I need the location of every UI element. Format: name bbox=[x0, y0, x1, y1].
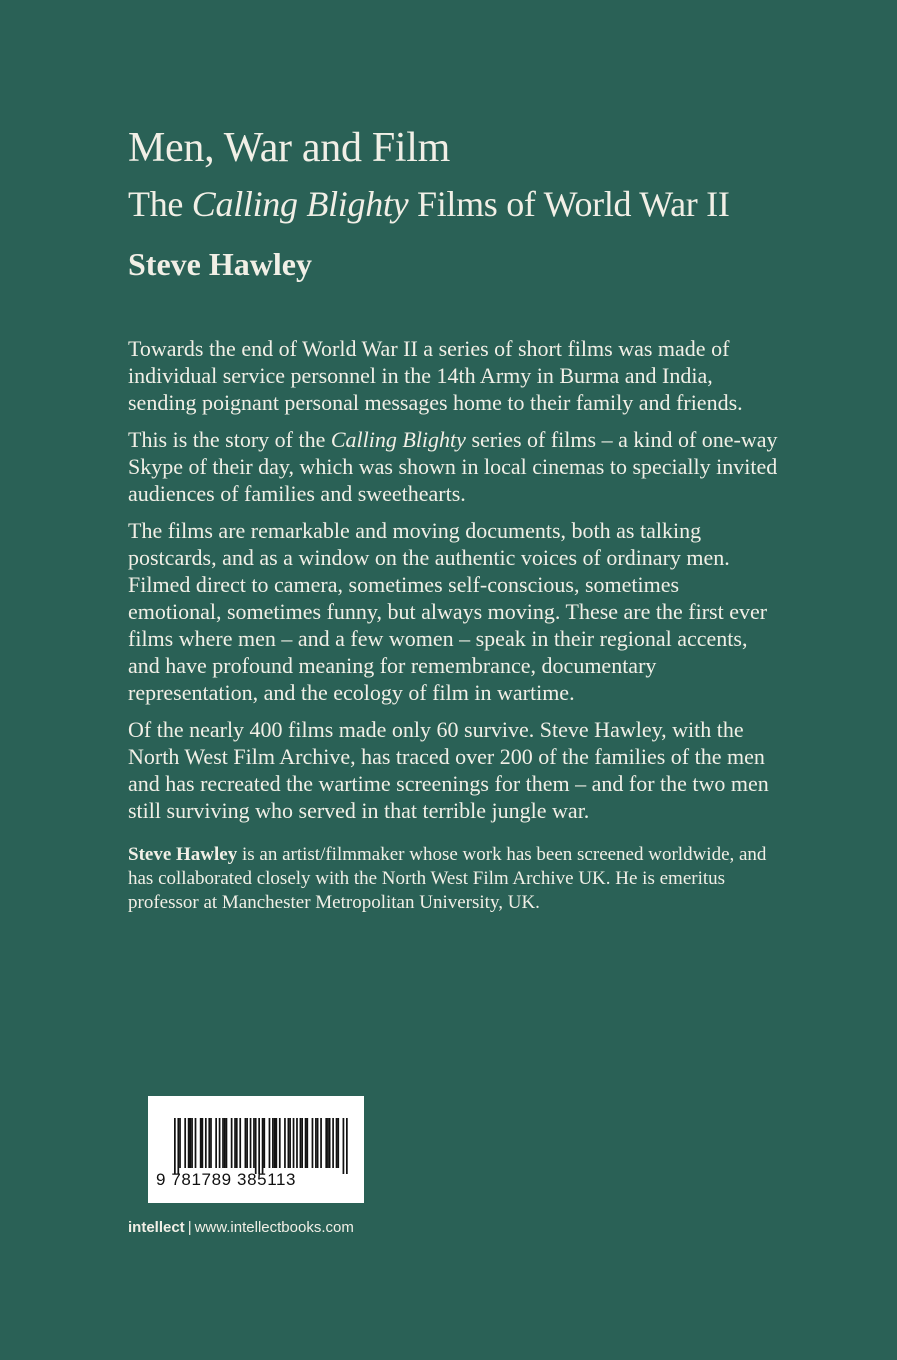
barcode-bar bbox=[184, 1118, 186, 1168]
barcode-bar bbox=[332, 1118, 334, 1168]
barcode-bar bbox=[343, 1118, 345, 1174]
barcode-bar bbox=[219, 1118, 221, 1168]
title-block bbox=[128, 122, 778, 284]
barcode-bar bbox=[315, 1118, 317, 1168]
barcode-bar bbox=[205, 1118, 207, 1168]
p2-prefix: This is the story of the bbox=[128, 427, 331, 452]
barcode-bar bbox=[289, 1118, 291, 1168]
barcode-bar bbox=[336, 1118, 338, 1168]
barcode-bar bbox=[246, 1118, 248, 1168]
publisher-imprint bbox=[128, 1219, 354, 1236]
barcode-bar bbox=[236, 1118, 238, 1168]
author-bio bbox=[128, 843, 778, 915]
barcode-bar bbox=[306, 1118, 308, 1168]
barcode-bar bbox=[200, 1118, 202, 1168]
barcode-bar bbox=[202, 1118, 204, 1168]
blurb-text bbox=[128, 335, 778, 925]
barcode-bar bbox=[215, 1118, 217, 1168]
barcode-bar bbox=[222, 1118, 224, 1168]
barcode-bar bbox=[317, 1118, 319, 1168]
barcode-bar bbox=[226, 1118, 228, 1168]
barcode-bar bbox=[269, 1118, 271, 1168]
barcode-bar bbox=[279, 1118, 281, 1168]
barcode-bar bbox=[320, 1118, 322, 1168]
barcode-bar bbox=[195, 1118, 197, 1168]
barcode-digits: 9 781789 385113 bbox=[156, 1170, 297, 1189]
barcode-bar bbox=[300, 1118, 302, 1168]
barcode-bar bbox=[327, 1118, 329, 1168]
barcode-bar bbox=[174, 1118, 176, 1174]
barcode-bar bbox=[262, 1118, 264, 1174]
blurb-paragraph-1: Towards the end of World War II a series of short films was made of individual service personnel in the 14th Army in Burma and India, sending poignant personal messages home to their family and friends. bbox=[128, 336, 743, 415]
p2-suffix: series of films – a kind of one-way Skype of their day, which was shown in local cinemas to specially invited audiences of families and sweethearts. bbox=[128, 427, 778, 506]
blurb-paragraph-3: The films are remarkable and moving documents, both as talking postcards, and as a window on the authentic voices of ordinary men. Filmed direct to camera, sometimes self-conscious, sometimes emotional, sometimes funny, but always moving. These are the first ever films where men – and a few women – speak in their regional accents, and have profound meaning for remembrance, documentary representation, and the ecology of film in wartime. bbox=[128, 518, 768, 705]
imprint-separator: | bbox=[187, 1219, 192, 1236]
barcode-bar bbox=[210, 1118, 212, 1168]
barcode-bar bbox=[284, 1118, 286, 1168]
book-title: Men, War and Film bbox=[128, 125, 451, 171]
barcode-bar bbox=[296, 1118, 298, 1168]
isbn-barcode bbox=[148, 1096, 364, 1203]
barcode-bar bbox=[253, 1118, 255, 1168]
book-author: Steve Hawley bbox=[128, 246, 312, 282]
barcode-bar bbox=[224, 1118, 226, 1168]
barcode-bar bbox=[245, 1118, 247, 1168]
barcode-bar bbox=[189, 1118, 191, 1168]
barcode-bar bbox=[337, 1118, 339, 1168]
book-subtitle bbox=[128, 182, 778, 226]
p2-italic: Calling Blighty bbox=[330, 427, 466, 452]
barcode-bar bbox=[274, 1118, 276, 1168]
barcode-bar bbox=[188, 1118, 190, 1168]
barcode-bar bbox=[346, 1118, 348, 1174]
barcode-bar bbox=[325, 1118, 327, 1168]
publisher-brand: intellect bbox=[128, 1219, 185, 1236]
subtitle-suffix: Films of World War II bbox=[408, 184, 730, 224]
subtitle-prefix: The bbox=[128, 184, 192, 224]
publisher-url[interactable]: www.intellectbooks.com bbox=[194, 1219, 354, 1236]
bio-text: is an artist/filmmaker whose work has been screened worldwide, and has collaborated closely with the North West Film Archive UK. He is emeritus professor at Manchester Metropolitan University, UK. bbox=[128, 844, 767, 913]
barcode-bar bbox=[255, 1118, 257, 1174]
barcode-bar bbox=[272, 1118, 274, 1168]
barcode-bar bbox=[275, 1118, 277, 1168]
barcode-bar bbox=[258, 1118, 260, 1174]
barcode-bar bbox=[231, 1118, 233, 1168]
blurb-paragraph-2 bbox=[128, 426, 778, 507]
barcode-bar bbox=[288, 1118, 290, 1168]
barcode-bar bbox=[312, 1118, 314, 1168]
subtitle-italic: Calling Blighty bbox=[191, 184, 409, 224]
barcode-bar bbox=[239, 1118, 241, 1168]
barcode-bar bbox=[263, 1118, 265, 1168]
barcode-bar bbox=[301, 1118, 303, 1168]
barcode-bar bbox=[293, 1118, 295, 1168]
barcode-bar bbox=[191, 1118, 193, 1168]
barcode-bar bbox=[250, 1118, 252, 1168]
barcode-bar bbox=[305, 1118, 307, 1168]
barcode-bar bbox=[329, 1118, 331, 1168]
barcode-bar bbox=[208, 1118, 210, 1168]
barcode-bar bbox=[234, 1118, 236, 1168]
barcode-bar bbox=[177, 1118, 179, 1174]
bio-name: Steve Hawley bbox=[128, 844, 238, 865]
blurb-paragraph-4: Of the nearly 400 films made only 60 survive. Steve Hawley, with the North West Film Archive, has traced over 200 of the families of the men and has recreated the wartime screenings for them – and for the two men still surviving who served in that terrible jungle war. bbox=[128, 717, 769, 823]
barcode-bar bbox=[179, 1118, 181, 1168]
